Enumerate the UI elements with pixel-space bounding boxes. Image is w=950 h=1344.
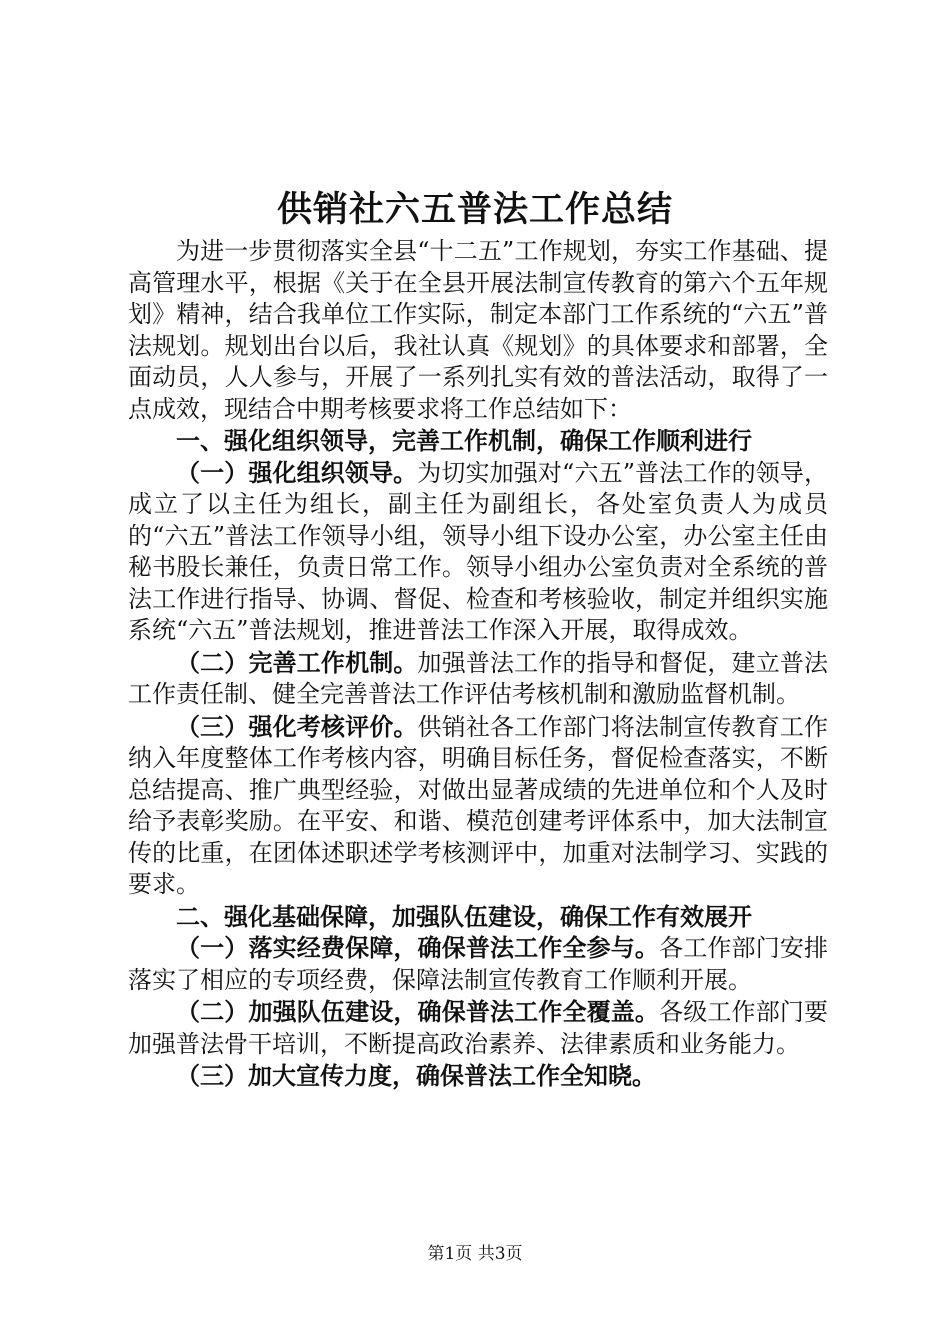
page-number-footer: 第1页 共3页 xyxy=(427,1244,523,1264)
section1-p1-text: 为切实加强对“六五”普法工作的领导，成立了以主任为组长，副主任为副组长，各处室负责人为成员的“六五”普法工作领导小组，领导小组下设办公室，办公室主任由秘书股长兼任，负责日常工作。领导小组办公室负责对全系统的普法工作进行指导、协调、督促、检查和考核验收，制定并组织实施系统“六五”普法规划，推进普法工作深入开展，取得成效。 xyxy=(128,458,828,644)
section1-p1-lead: （一）强化组织领导。 xyxy=(176,457,418,487)
section2-paragraph-3 xyxy=(128,1060,828,1093)
section2-p3-lead: （三）加大宣传力度，确保普法工作全知晓。 xyxy=(176,1061,656,1090)
section1-paragraph-3 xyxy=(128,711,828,901)
section2-p2-text: 各级工作部门要加强普法骨干培训，不断提高政治素养、法律素质和业务能力。 xyxy=(128,998,829,1058)
section2-heading: 二、强化基础保障，加强队伍建设，确保工作有效展开 xyxy=(176,901,752,931)
section2-paragraph-1 xyxy=(128,932,828,996)
section2-p1-text: 各工作部门安排落实了相应的专项经费，保障法制宣传教育工作顺利开展。 xyxy=(128,934,829,994)
section2-paragraph-2 xyxy=(128,996,828,1060)
section1-paragraph-1 xyxy=(128,457,828,647)
section1-p3-text: 供销社各工作部门将法制宣传教育工作纳入年度整体工作考核内容，明确目标任务，督促检查落实，不断总结提高、推广典型经验，对做出显著成绩的先进单位和个人及时给予表彰奖励。在平安、和谐、模范创建考评体系中，加大法制宣传的比重，在团体述职述学考核测评中，加重对法制学习、实践的要求。 xyxy=(128,712,829,898)
section1-p2-text: 加强普法工作的指导和督促，建立普法工作责任制、健全完善普法工作评估考核机制和激励监督机制。 xyxy=(128,648,829,708)
section2-p2-lead: （二）加强队伍建设，确保普法工作全覆盖。 xyxy=(176,997,660,1026)
document-title: 供销社六五普法工作总结 xyxy=(276,189,673,230)
section1-paragraph-2 xyxy=(128,647,828,711)
document-body xyxy=(128,236,828,1093)
section1-heading: 一、强化组织领导，完善工作机制，确保工作顺利进行 xyxy=(176,426,752,455)
section2-p1-lead: （一）落实经费保障，确保普法工作全参与。 xyxy=(176,933,660,962)
intro-paragraph: 为进一步贯彻落实全县“十二五”工作规划，夯实工作基础、提高管理水平，根据《关于在全县开展法制宣传教育的第六个五年规划》精神，结合我单位工作实际，制定本部门工作系统的“六五”普法规划。规划出台以后，我社认真《规划》的具体要求和部署，全面动员，人人参与，开展了一系列扎实有效的普法活动，取得了一点成效，现结合中期考核要求将工作总结如下： xyxy=(128,237,828,423)
section1-p3-lead: （三）强化考核评价。 xyxy=(176,711,418,741)
section1-p2-lead: （二）完善工作机制。 xyxy=(176,647,418,677)
